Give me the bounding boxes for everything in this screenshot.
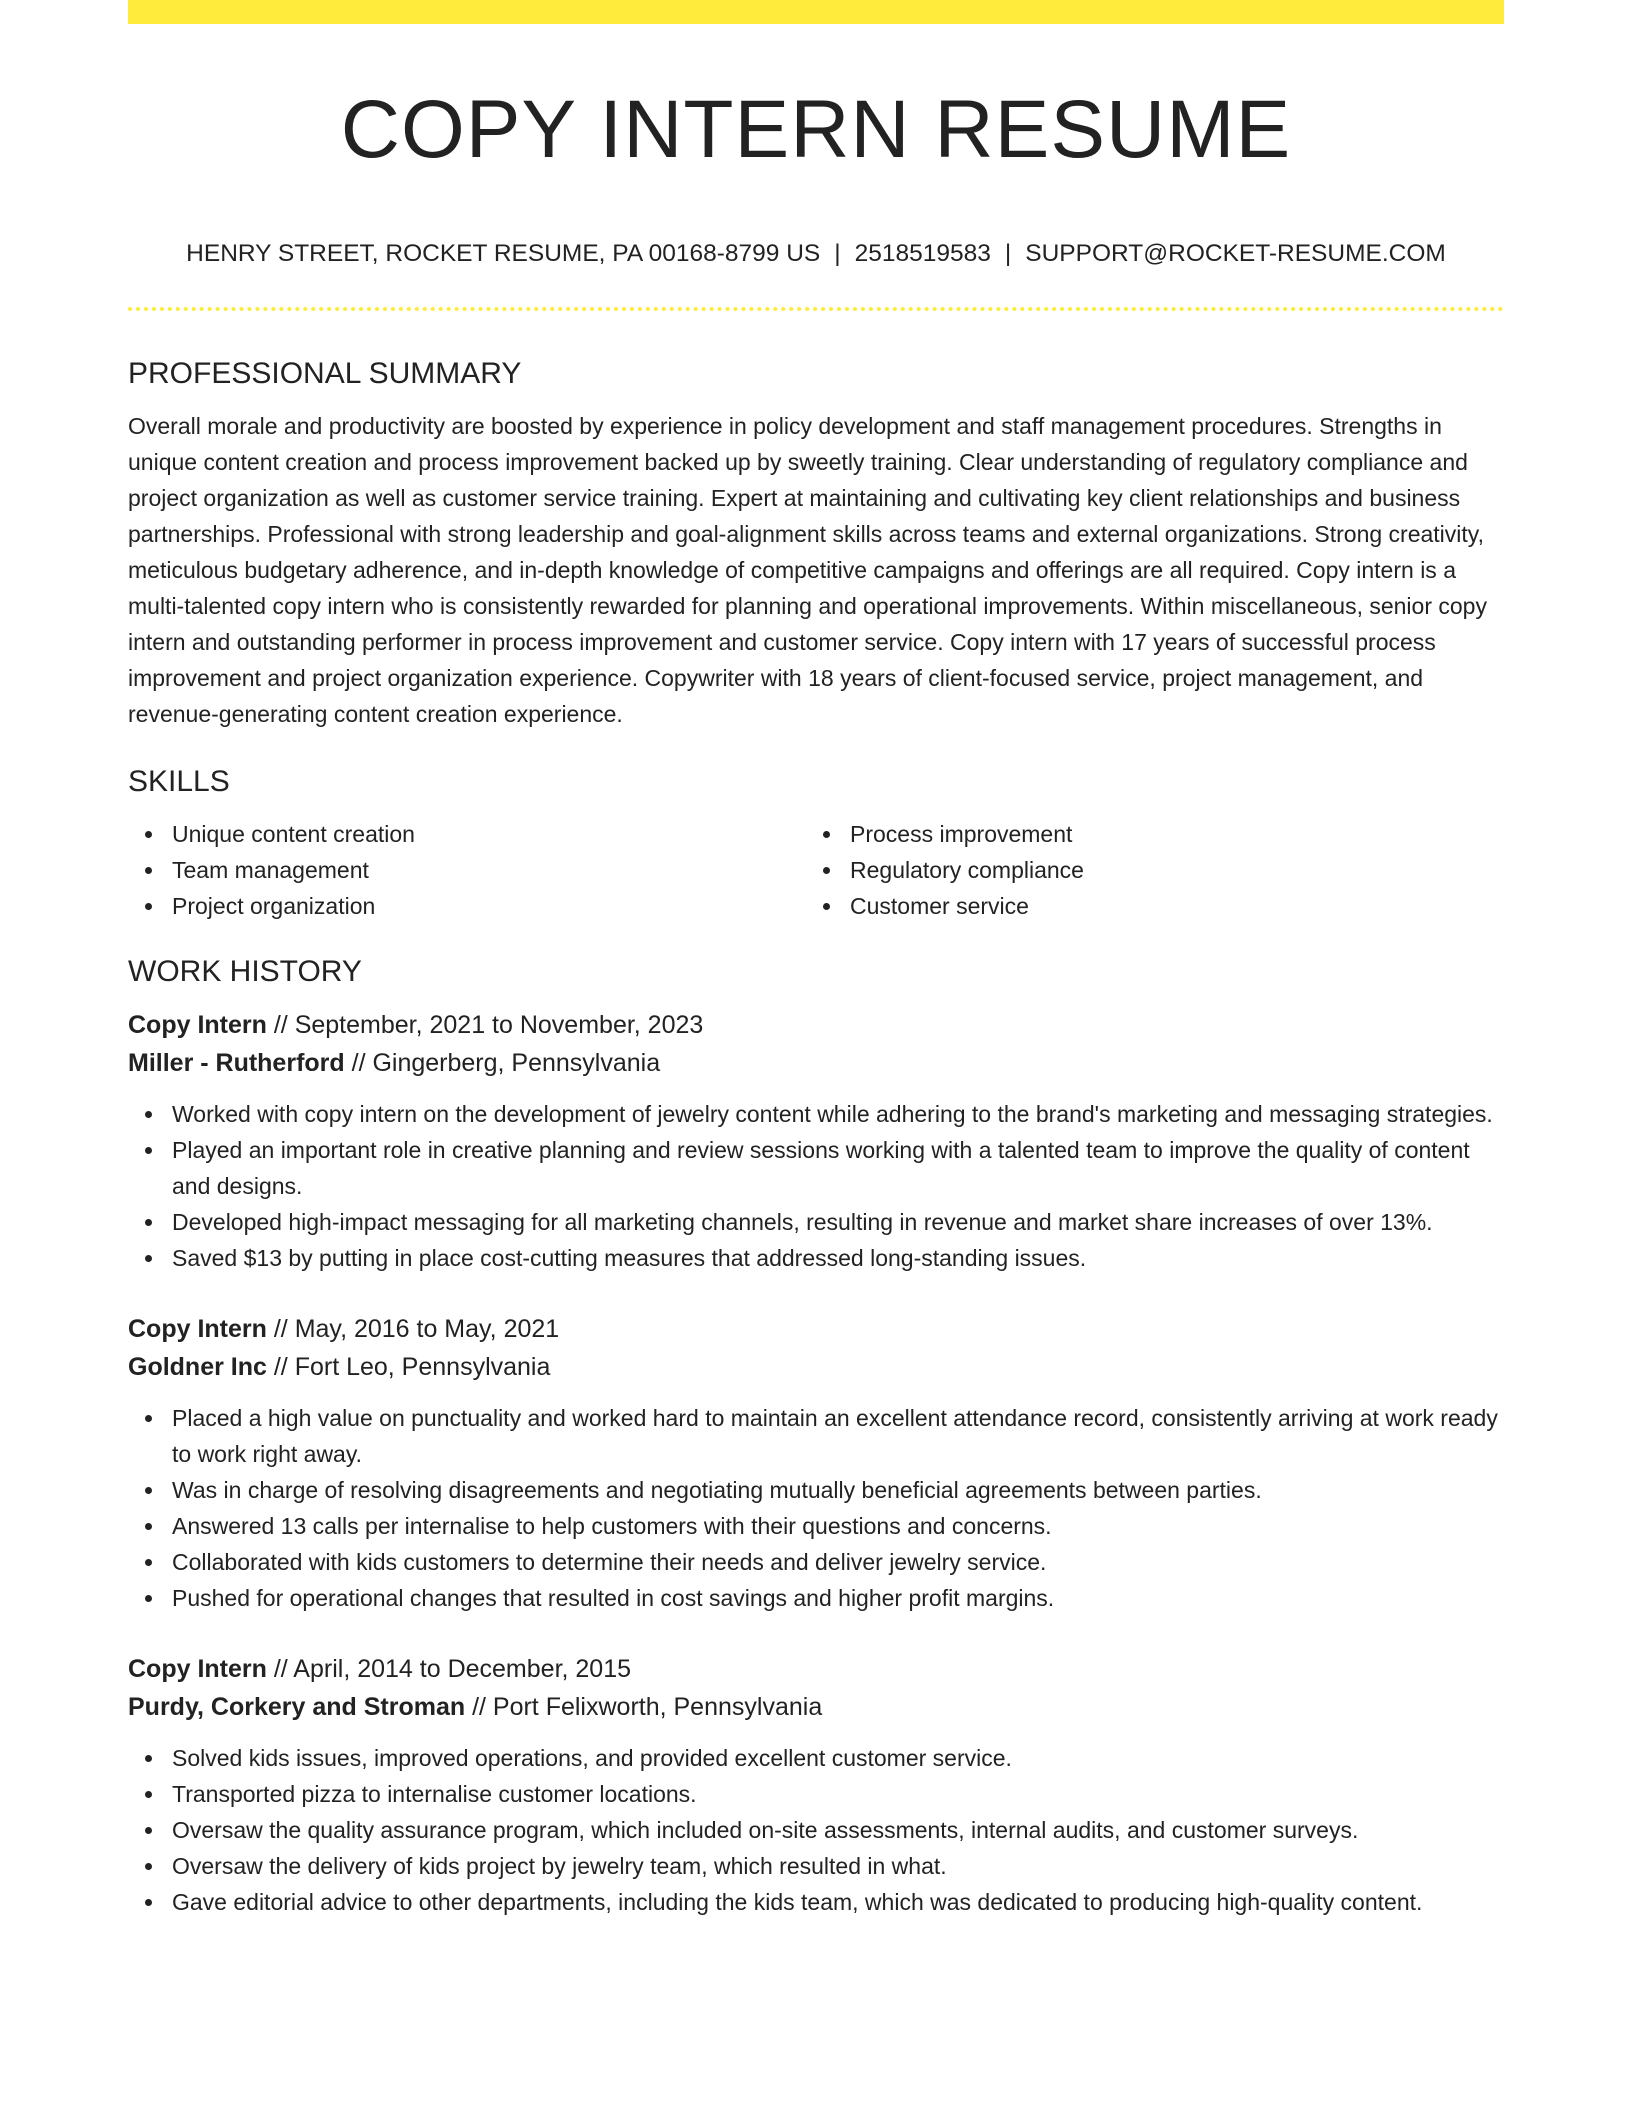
job-header bbox=[128, 1310, 1504, 1386]
skill-item: Process improvement bbox=[806, 816, 1484, 852]
job-company-line bbox=[128, 1688, 1504, 1726]
contact-phone: 2518519583 bbox=[854, 240, 991, 267]
summary-text: Overall morale and productivity are boosted by experience in policy development and staff management procedures. Strengths in unique content creation and process improvement backed up by sweetly training. Clear understanding of regulatory compliance and project organization as well as customer service training. Expert at maintaining and cultivating key client relationships and business partnerships. Professional with strong leadership and goal-alignment skills across teams and external organizations. Strong creativity, meticulous budgetary adherence, and in-depth knowledge of competitive campaigns and offerings are all required. Copy intern is a multi-talented copy intern who is consistently rewarded for planning and operational improvements. Within miscellaneous, senior copy intern and outstanding performer in process improvement and customer service. Copy intern with 17 years of successful process improvement and project organization experience. Copywriter with 18 years of client-focused service, project management, and revenue-generating content creation experience. bbox=[128, 413, 1487, 727]
job-entry bbox=[128, 1650, 1504, 1920]
job-bullet: Oversaw the delivery of kids project by jewelry team, which resulted in what. bbox=[128, 1848, 1504, 1884]
skill-item: Customer service bbox=[806, 888, 1484, 924]
job-title-line bbox=[128, 1310, 1504, 1348]
job-bullet: Played an important role in creative planning and review sessions working with a talented team to improve the quality of content and designs. bbox=[128, 1132, 1504, 1204]
job-bullet: Collaborated with kids customers to determine their needs and deliver jewelry service. bbox=[128, 1544, 1504, 1580]
contact-address: HENRY STREET, ROCKET RESUME, PA 00168-8799 US bbox=[186, 240, 821, 267]
job-title-line bbox=[128, 1650, 1504, 1688]
job-dates: // May, 2016 to May, 2021 bbox=[266, 1315, 560, 1343]
job-company-line bbox=[128, 1348, 1504, 1386]
contact-separator: | bbox=[834, 240, 841, 267]
job-company: Goldner Inc bbox=[128, 1353, 267, 1381]
job-location: // Port Felixworth, Pennsylvania bbox=[465, 1693, 823, 1721]
job-entry bbox=[128, 1006, 1504, 1276]
job-header bbox=[128, 1650, 1504, 1726]
job-entry bbox=[128, 1310, 1504, 1616]
skills-columns bbox=[128, 816, 1504, 924]
dotted-divider bbox=[128, 307, 1504, 311]
job-company: Miller - Rutherford bbox=[128, 1049, 345, 1077]
skills-heading: SKILLS bbox=[128, 765, 230, 798]
job-dates: // September, 2021 to November, 2023 bbox=[266, 1011, 704, 1039]
job-location: // Fort Leo, Pennsylvania bbox=[266, 1353, 551, 1381]
work-history-heading: WORK HISTORY bbox=[128, 955, 362, 988]
job-title: Copy Intern bbox=[128, 1315, 267, 1343]
skill-item: Team management bbox=[128, 852, 806, 888]
job-bullet: Placed a high value on punctuality and worked hard to maintain an excellent attendance record, consistently arriving at work ready to work right away. bbox=[128, 1400, 1504, 1472]
skill-item: Unique content creation bbox=[128, 816, 806, 852]
job-bullet: Developed high-impact messaging for all marketing channels, resulting in revenue and market share increases of over 13%. bbox=[128, 1204, 1504, 1240]
job-bullet: Pushed for operational changes that resulted in cost savings and higher profit margins. bbox=[128, 1580, 1504, 1616]
job-company-line bbox=[128, 1044, 1504, 1082]
skills-section bbox=[128, 760, 1504, 924]
summary-heading: PROFESSIONAL SUMMARY bbox=[128, 357, 522, 390]
job-header bbox=[128, 1006, 1504, 1082]
job-bullets bbox=[128, 1740, 1504, 1920]
job-title-line bbox=[128, 1006, 1504, 1044]
skill-item: Project organization bbox=[128, 888, 806, 924]
resume-title: COPY INTERN RESUME bbox=[340, 84, 1292, 175]
job-dates: // April, 2014 to December, 2015 bbox=[266, 1655, 632, 1683]
resume-content bbox=[128, 352, 1504, 1954]
job-title: Copy Intern bbox=[128, 1011, 267, 1039]
job-bullets bbox=[128, 1096, 1504, 1276]
job-bullet: Worked with copy intern on the development of jewelry content while adhering to the brand's marketing and messaging strategies. bbox=[128, 1096, 1504, 1132]
job-title: Copy Intern bbox=[128, 1655, 267, 1683]
job-bullet: Gave editorial advice to other departments, including the kids team, which was dedicated to producing high-quality content. bbox=[128, 1884, 1504, 1920]
job-bullet: Transported pizza to internalise customer locations. bbox=[128, 1776, 1504, 1812]
job-bullet: Saved $13 by putting in place cost-cutting measures that addressed long-standing issues. bbox=[128, 1240, 1504, 1276]
job-bullet: Oversaw the quality assurance program, which included on-site assessments, internal audits, and customer surveys. bbox=[128, 1812, 1504, 1848]
job-company: Purdy, Corkery and Stroman bbox=[128, 1693, 466, 1721]
contact-line bbox=[128, 236, 1504, 272]
job-bullet: Was in charge of resolving disagreements and negotiating mutually beneficial agreements between parties. bbox=[128, 1472, 1504, 1508]
skill-item: Regulatory compliance bbox=[806, 852, 1484, 888]
job-bullet: Answered 13 calls per internalise to help customers with their questions and concerns. bbox=[128, 1508, 1504, 1544]
job-location: // Gingerberg, Pennsylvania bbox=[344, 1049, 661, 1077]
job-bullet: Solved kids issues, improved operations, and provided excellent customer service. bbox=[128, 1740, 1504, 1776]
contact-email: SUPPORT@ROCKET-RESUME.COM bbox=[1025, 240, 1446, 267]
summary-section bbox=[128, 352, 1504, 732]
skills-left-column bbox=[128, 816, 806, 924]
contact-separator: | bbox=[1004, 240, 1012, 267]
job-bullets bbox=[128, 1400, 1504, 1616]
top-accent-bar bbox=[128, 0, 1504, 24]
skills-right-column bbox=[806, 816, 1484, 924]
work-history-section bbox=[128, 950, 1504, 1920]
